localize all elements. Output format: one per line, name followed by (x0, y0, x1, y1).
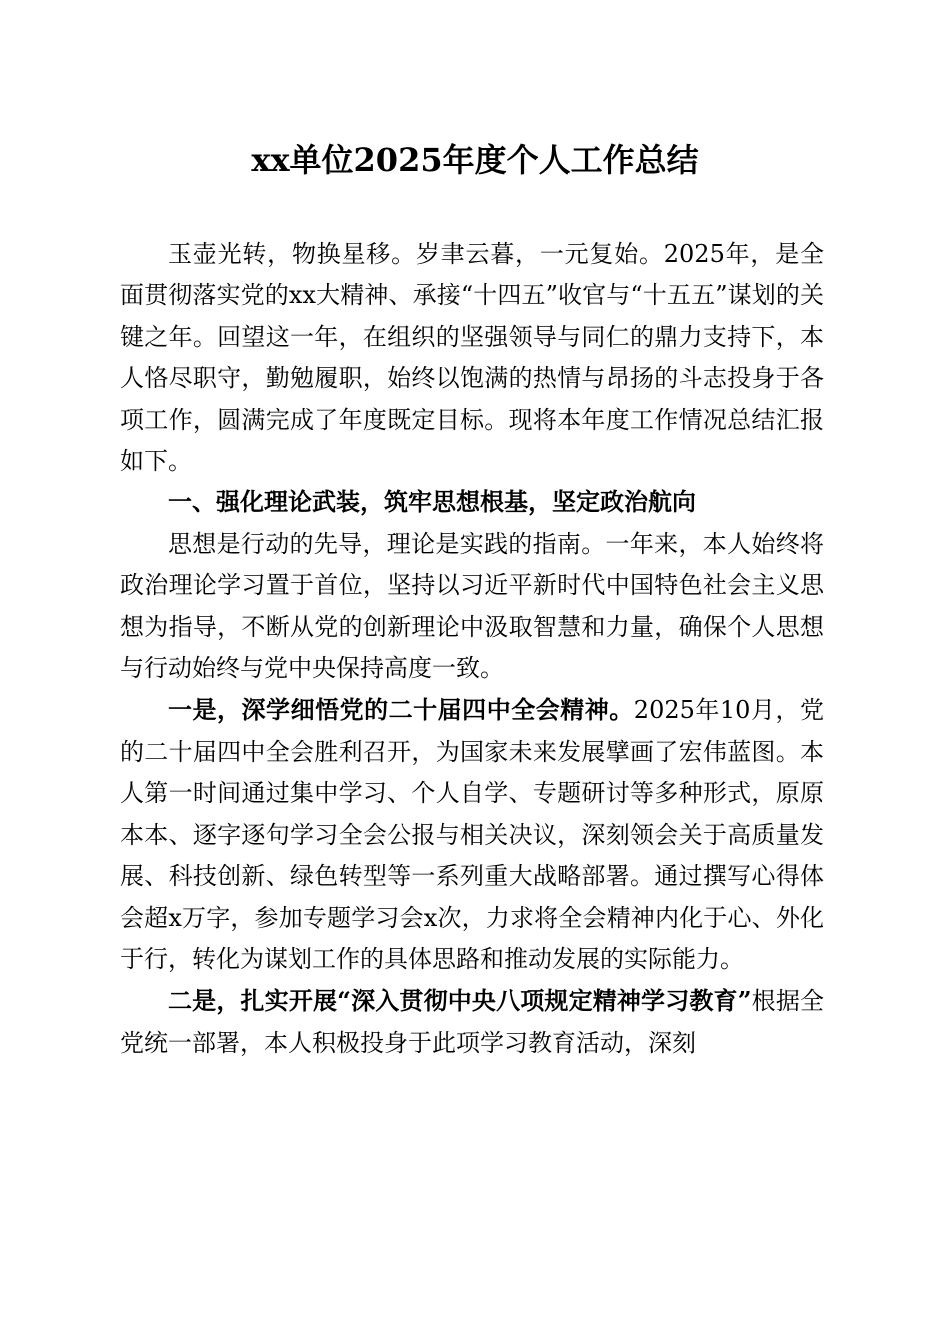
item-1-lead: 一是，深学细悟党的二十届四中全会精神。 (168, 695, 634, 725)
section-heading-1: 一、强化理论武装，筑牢思想根基，坚定政治航向 (168, 488, 696, 517)
document-title: xx单位2025年度个人工作总结 (251, 141, 699, 179)
section-1-paragraph: 思想是行动的先导，理论是实践的指南。一年来，本人始终将政治理论学习置于首位，坚持以习近平新时代中国特色社会主义思想为指导，不断从党的创新理论中汲取智慧和力量，确保个人思想与行动始终与党中央保持高度一致。 (120, 529, 824, 683)
item-2-lead: 二是，扎实开展“深入贯彻中央八项规定精神学习教育” (168, 986, 752, 1016)
intro-paragraph: 玉壶光转，物换星移。岁聿云暮，一元复始。2025年，是全面贯彻落实党的xx大精神、承接“十四五”收官与“十五五”谋划的关键之年。回望这一年，在组织的坚强领导与同仁的鼎力支持下，本人恪尽职守，勤勉履职，始终以饱满的热情与昂扬的斗志投身于各项工作，圆满完成了年度既定目标。现将本年度工作情况总结汇报如下。 (120, 240, 824, 476)
item-1-paragraph (120, 689, 824, 980)
item-2-paragraph (120, 980, 824, 1064)
item-2-text: 根据全党统一部署，本人积极投身于此项学习教育活动，深刻 (120, 987, 825, 1057)
item-1-text: 2025年10月，党的二十届四中全会胜利召开，为国家未来发展擘画了宏伟蓝图。本人第一时间通过集中学习、个人自学、专题研讨等多种形式，原原本本、逐字逐句学习全会公报与相关决议，深刻领会关于高质量发展、科技创新、绿色转型等一系列重大战略部署。通过撰写心得体会超x万字，参加专题学习会x次，力求将全会精神内化于心、外化于行，转化为谋划工作的具体思路和推动发展的实际能力。 (120, 696, 824, 973)
document-body (120, 234, 824, 1064)
